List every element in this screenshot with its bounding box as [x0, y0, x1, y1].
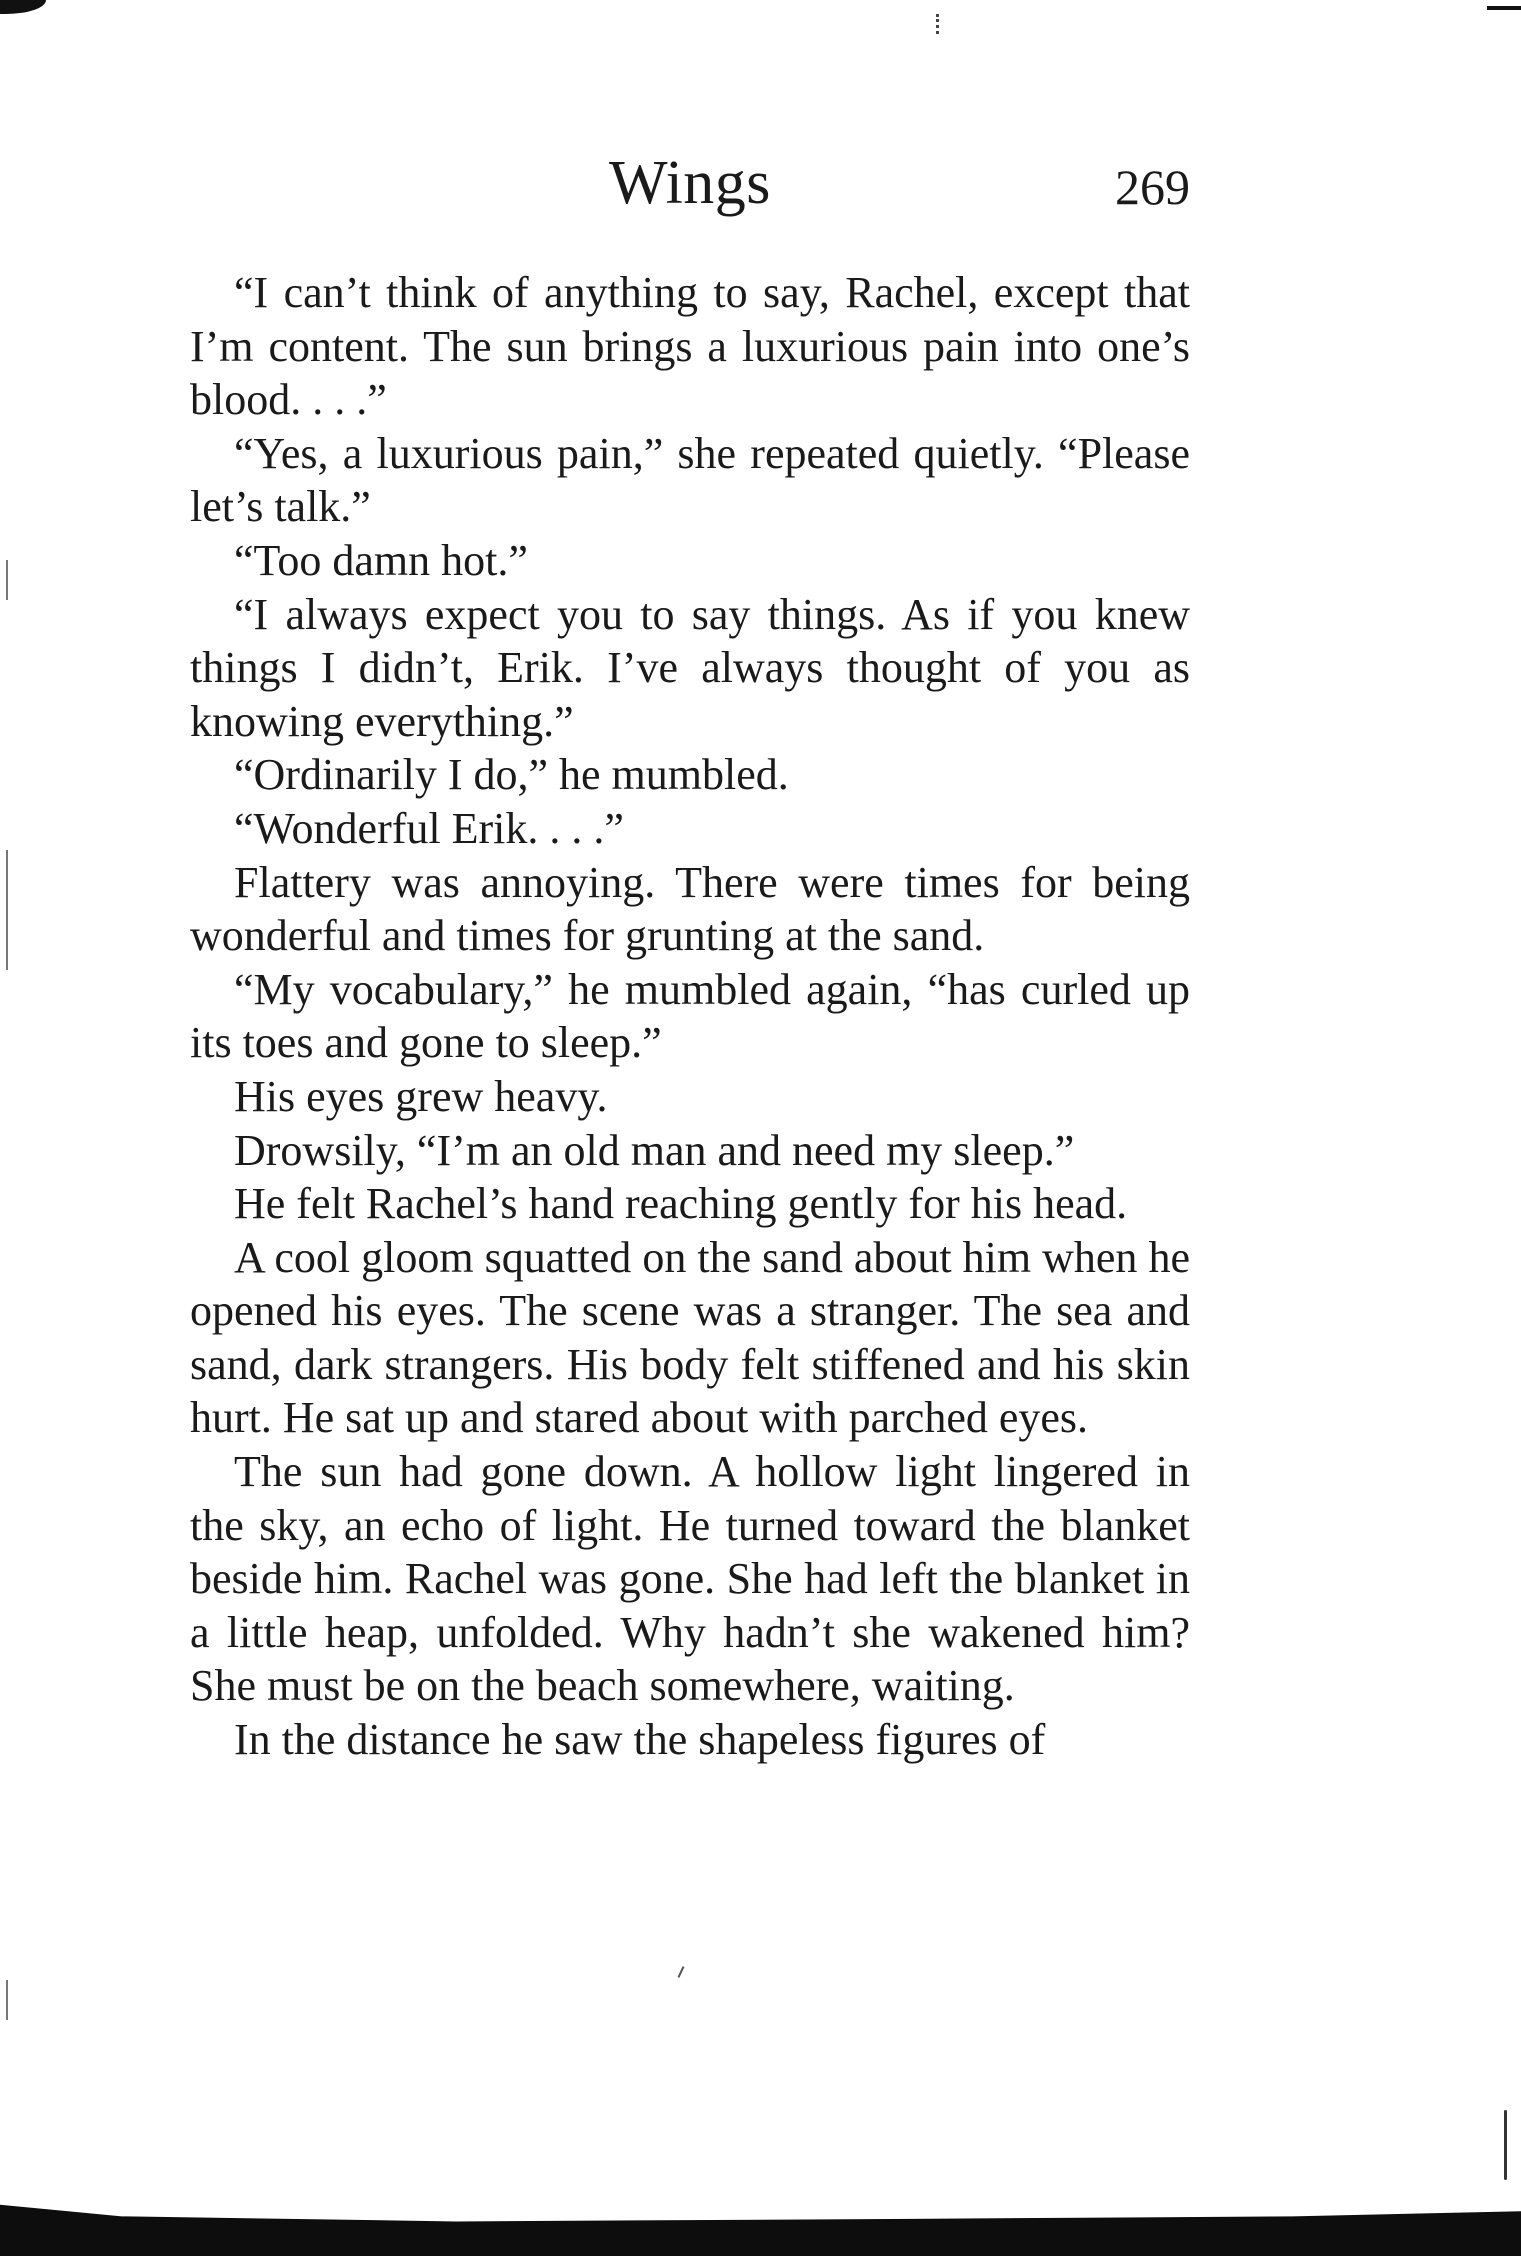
paragraph: His eyes grew heavy. [234, 1071, 608, 1121]
paragraph: Flattery was annoying. There were times for being wonderful and times for grunting at the sand. [190, 857, 1190, 961]
paragraph: “I can’t think of anything to say, Rachel, except that I’m content. The sun brings a luxurious pain into one’s blood. . . .” [190, 268, 1190, 425]
scan-edge-mark [6, 560, 8, 600]
paragraph: The sun had gone down. A hollow light lingered in the sky, an echo of light. He turned toward the blanket beside him. Rachel was gone. She had left the blanket in a little heap, unfolded. Why hadn’t she wakened him? She must be on the beach somewhere, waiting. [190, 1447, 1190, 1711]
paragraph: “Too damn hot.” [234, 535, 528, 585]
scan-edge-mark [6, 1980, 8, 2020]
body-text [190, 266, 1190, 1767]
running-header [190, 140, 1190, 220]
scan-edge-mark [1504, 2110, 1507, 2180]
running-title: Wings [609, 149, 771, 217]
paragraph: “My vocabulary,” he mumbled again, “has curled up its toes and gone to sleep.” [190, 964, 1190, 1068]
paragraph: In the distance he saw the shapeless figures of [234, 1715, 1046, 1765]
paragraph: A cool gloom squatted on the sand about him when he opened his eyes. The scene was a stranger. The sea and sand, dark strangers. His body felt stiffened and his skin hurt. He sat up and stared about with parched eyes. [190, 1232, 1190, 1443]
paragraph: Drowsily, “I’m an old man and need my sleep.” [234, 1125, 1075, 1175]
page-number: 269 [1115, 159, 1190, 215]
paragraph: “Ordinarily I do,” he mumbled. [234, 750, 789, 800]
paragraph: “Wonderful Erik. . . .” [234, 803, 624, 853]
scan-shadow-bottom [0, 2192, 1521, 2256]
scan-speck [936, 14, 942, 34]
paragraph: He felt Rachel’s hand reaching gently for his head. [234, 1179, 1128, 1229]
scan-shadow-top-left [0, 0, 46, 14]
scan-speck [678, 1966, 685, 1978]
paragraph: “Yes, a luxurious pain,” she repeated quietly. “Please let’s talk.” [190, 428, 1190, 532]
paragraph: “I always expect you to say things. As if you knew things I didn’t, Erik. I’ve always thought of you as knowing everything.” [190, 589, 1190, 746]
scan-shadow-top-right [1487, 6, 1521, 10]
scan-edge-mark [6, 850, 8, 970]
